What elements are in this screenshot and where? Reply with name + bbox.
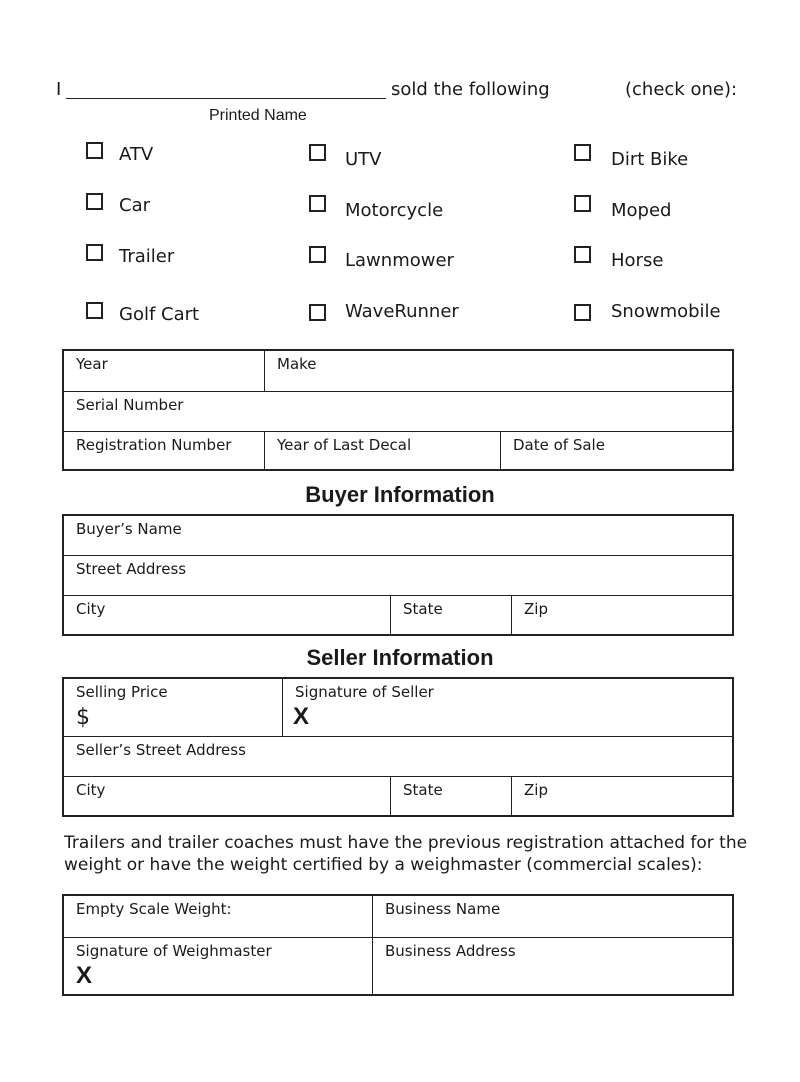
seller-zip-label: Zip xyxy=(524,781,548,799)
label-waverunner: WaveRunner xyxy=(345,301,459,322)
selling-price-label: Selling Price xyxy=(76,683,168,701)
checkbox-dirt-bike[interactable] xyxy=(574,144,591,161)
empty-scale-weight-field[interactable] xyxy=(64,896,372,937)
buyer-street-field[interactable] xyxy=(64,556,732,595)
label-dirt-bike: Dirt Bike xyxy=(611,149,689,170)
seller-signature-label: Signature of Seller xyxy=(295,683,434,701)
label-horse: Horse xyxy=(611,250,664,271)
label-atv: ATV xyxy=(119,144,154,165)
check-one-label: (check one): xyxy=(625,79,738,100)
label-utv: UTV xyxy=(345,149,382,170)
checkbox-golf-cart[interactable] xyxy=(86,302,103,319)
serial-number-label: Serial Number xyxy=(76,396,184,414)
weighmaster-signature-field[interactable] xyxy=(64,938,372,994)
year-label: Year xyxy=(76,355,108,373)
empty-scale-weight-label: Empty Scale Weight: xyxy=(76,900,232,918)
label-lawnmower: Lawnmower xyxy=(345,250,454,271)
dollar-sign: $ xyxy=(76,705,90,730)
checkbox-atv[interactable] xyxy=(86,142,103,159)
seller-city-field[interactable] xyxy=(64,777,390,815)
vehicle-table xyxy=(62,349,734,471)
checkbox-car[interactable] xyxy=(86,193,103,210)
checkbox-motorcycle[interactable] xyxy=(309,195,326,212)
registration-number-field[interactable] xyxy=(64,432,264,469)
label-trailer: Trailer xyxy=(119,246,175,267)
checkbox-utv[interactable] xyxy=(309,144,326,161)
label-golf-cart: Golf Cart xyxy=(119,304,200,325)
make-field[interactable] xyxy=(264,351,732,391)
intro-prefix: I xyxy=(56,79,62,100)
weighmaster-table xyxy=(62,894,734,996)
label-car: Car xyxy=(119,195,150,216)
label-motorcycle: Motorcycle xyxy=(345,200,444,221)
buyer-street-label: Street Address xyxy=(76,560,187,578)
buyer-name-field[interactable] xyxy=(64,516,732,555)
buyer-city-label: City xyxy=(76,600,106,618)
serial-number-field[interactable] xyxy=(64,392,732,431)
date-of-sale-label: Date of Sale xyxy=(513,436,605,454)
business-address-label: Business Address xyxy=(385,942,516,960)
buyer-table xyxy=(62,514,734,636)
business-address-field[interactable] xyxy=(372,938,732,994)
seller-city-label: City xyxy=(76,781,106,799)
date-of-sale-field[interactable] xyxy=(500,432,732,469)
checkbox-snowmobile[interactable] xyxy=(574,304,591,321)
seller-signature-x: X xyxy=(293,703,310,730)
checkbox-moped[interactable] xyxy=(574,195,591,212)
weighmaster-signature-label: Signature of Weighmaster xyxy=(76,942,272,960)
label-snowmobile: Snowmobile xyxy=(611,301,721,322)
seller-street-field[interactable] xyxy=(64,737,732,776)
year-field[interactable] xyxy=(64,351,264,391)
selling-price-field[interactable] xyxy=(64,679,282,736)
seller-signature-field[interactable] xyxy=(282,679,732,736)
checkbox-lawnmower[interactable] xyxy=(309,246,326,263)
buyer-name-label: Buyer’s Name xyxy=(76,520,182,538)
business-name-field[interactable] xyxy=(372,896,732,937)
registration-number-label: Registration Number xyxy=(76,436,232,454)
buyer-zip-label: Zip xyxy=(524,600,548,618)
seller-state-field[interactable] xyxy=(390,777,511,815)
trailer-note: Trailers and trailer coaches must have the previous registration attached for the weight or have the weight certified by a weighmaster (commercial scales): xyxy=(64,833,748,875)
checkbox-trailer[interactable] xyxy=(86,244,103,261)
make-label: Make xyxy=(277,355,317,373)
buyer-state-label: State xyxy=(403,600,443,618)
label-moped: Moped xyxy=(611,200,672,221)
checkbox-waverunner[interactable] xyxy=(309,304,326,321)
last-decal-label: Year of Last Decal xyxy=(277,436,412,454)
seller-table xyxy=(62,677,734,817)
business-name-label: Business Name xyxy=(385,900,501,918)
seller-state-label: State xyxy=(403,781,443,799)
printed-name-field[interactable] xyxy=(66,98,386,99)
seller-street-label: Seller’s Street Address xyxy=(76,741,246,759)
buyer-state-field[interactable] xyxy=(390,596,511,634)
seller-zip-field[interactable] xyxy=(511,777,732,815)
checkbox-horse[interactable] xyxy=(574,246,591,263)
weighmaster-signature-x: X xyxy=(76,962,93,989)
last-decal-field[interactable] xyxy=(264,432,500,469)
buyer-heading: Buyer Information xyxy=(305,482,495,507)
buyer-city-field[interactable] xyxy=(64,596,390,634)
intro-suffix: sold the following xyxy=(391,79,550,100)
buyer-zip-field[interactable] xyxy=(511,596,732,634)
printed-name-label: Printed Name xyxy=(209,107,307,124)
seller-heading: Seller Information xyxy=(306,645,494,670)
